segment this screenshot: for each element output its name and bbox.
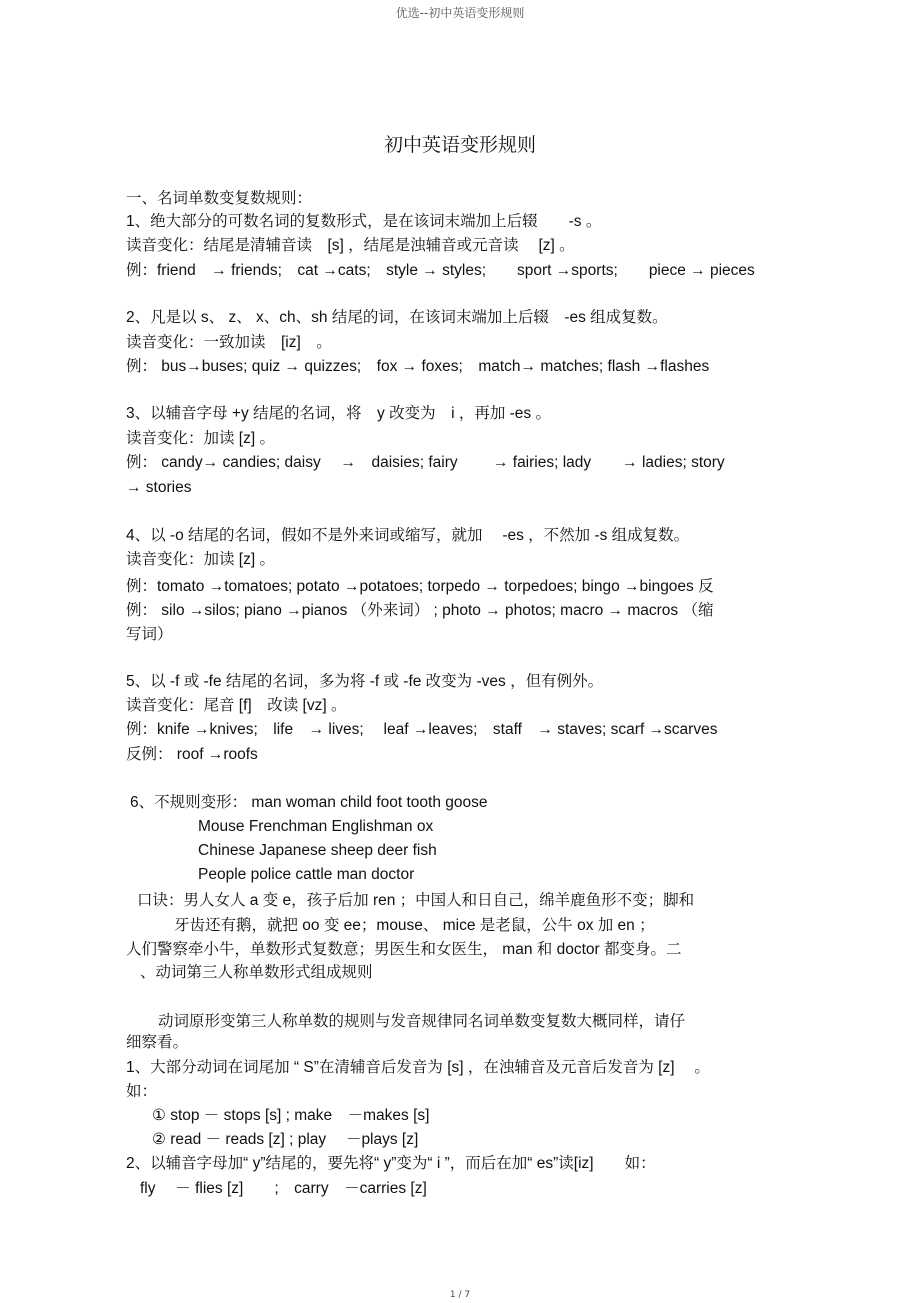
text-line: 例：friend → friends; cat →cats; style → styles; sport →sports; piece → pieces bbox=[126, 262, 755, 279]
text-line: 读音变化：加读 [z] 。 bbox=[126, 430, 275, 447]
text-line: 读音变化：一致加读 [iz] 。 bbox=[126, 334, 332, 351]
text-line: fly － flies [z] ; carry －carries [z] bbox=[140, 1180, 427, 1197]
text-line: ② read － reads [z] ; play －plays [z] bbox=[152, 1131, 419, 1148]
text-line: 1、大部分动词在词尾加 “ S”在清辅音后发音为 [s] ，在浊辅音及元音后发音为 [z] 。 bbox=[126, 1059, 710, 1076]
text-line: 人们警察牵小牛，单数形式复数意；男医生和女医生， man 和 doctor 都变身。二 bbox=[126, 941, 682, 958]
text-line: ① stop － stops [s] ; make －makes [s] bbox=[152, 1107, 430, 1124]
text-line: 如： bbox=[126, 1083, 158, 1100]
text-line: 例： silo →silos; piano →pianos （外来词） ; photo → photos; macro → macros （缩 bbox=[126, 602, 714, 619]
text-line: Chinese Japanese sheep deer fish bbox=[198, 842, 437, 859]
text-line: 读音变化：尾音 [f] 改读 [vz] 。 bbox=[126, 697, 347, 714]
text-line: 6、不规则变形： man woman child foot tooth goose bbox=[130, 794, 488, 811]
text-line: 牙齿还有鹅，就把 oo 变 ee；mouse、 mice 是老鼠，公牛 ox 加 en ； bbox=[174, 917, 655, 934]
text-line: 2、以辅音字母加“ y”结尾的，要先将“ y”变为“ i ”，而后在加“ es”读[iz] 如： bbox=[126, 1155, 656, 1172]
page-title: 初中英语变形规则 bbox=[383, 134, 536, 156]
text-line: 1、绝大部分的可数名词的复数形式，是在该词末端加上后辍 -s 。 bbox=[126, 213, 602, 230]
section-heading: 、动词第三人称单数形式组成规则 bbox=[140, 964, 373, 981]
page-number: 1 / 7 bbox=[449, 1290, 471, 1300]
text-line: → stories bbox=[126, 479, 192, 496]
text-line: 写词） bbox=[126, 626, 173, 643]
text-line: 反例： roof →roofs bbox=[126, 746, 258, 763]
text-line: Mouse Frenchman Englishman ox bbox=[198, 818, 434, 835]
text-line: 4、以 -o 结尾的名词，假如不是外来词或缩写，就加 -es ，不然加 -s 组成复数。 bbox=[126, 527, 690, 544]
text-line: 3、以辅音字母 +y 结尾的名词，将 y 改变为 i ，再加 -es 。 bbox=[126, 405, 551, 422]
text-line: 2、凡是以 s、 z、 x、ch、sh 结尾的词，在该词末端加上后辍 -es 组成复数。 bbox=[126, 309, 668, 326]
text-line: 细察看。 bbox=[126, 1034, 189, 1051]
text-line: 例：knife →knives; life → lives; leaf →leaves; staff → staves; scarf →scarves bbox=[126, 721, 718, 738]
section-heading: 一、名词单数变复数规则： bbox=[126, 190, 313, 207]
text-line: 动词原形变第三人称单数的规则与发音规律同名词单数变复数大概同样，请仔 bbox=[158, 1013, 686, 1030]
text-line: 读音变化：加读 [z] 。 bbox=[126, 551, 275, 568]
text-line: People police cattle man doctor bbox=[198, 866, 415, 883]
text-line: 例：tomato →tomatoes; potato →potatoes; torpedo → torpedoes; bingo →bingoes 反 bbox=[126, 578, 714, 595]
page-header: 优选--初中英语变形规则 bbox=[395, 6, 525, 20]
text-line: 读音变化：结尾是清辅音读 [s] ，结尾是浊辅音或元音读 [z] 。 bbox=[126, 237, 575, 254]
text-line: 例： bus→buses; quiz → quizzes; fox → foxes; match→ matches; flash →flashes bbox=[126, 358, 710, 375]
text-line: 5、以 -f 或 -fe 结尾的名词，多为将 -f 或 -fe 改变为 -ves ，但有例外。 bbox=[126, 673, 604, 690]
text-line: 例： candy→ candies; daisy → daisies; fairy → fairies; lady → ladies; story bbox=[126, 454, 725, 471]
text-line: 口诀：男人女人 a 变 e，孩子后加 ren ；中国人和日自己，绵羊鹿鱼形不变；脚和 bbox=[137, 892, 695, 909]
